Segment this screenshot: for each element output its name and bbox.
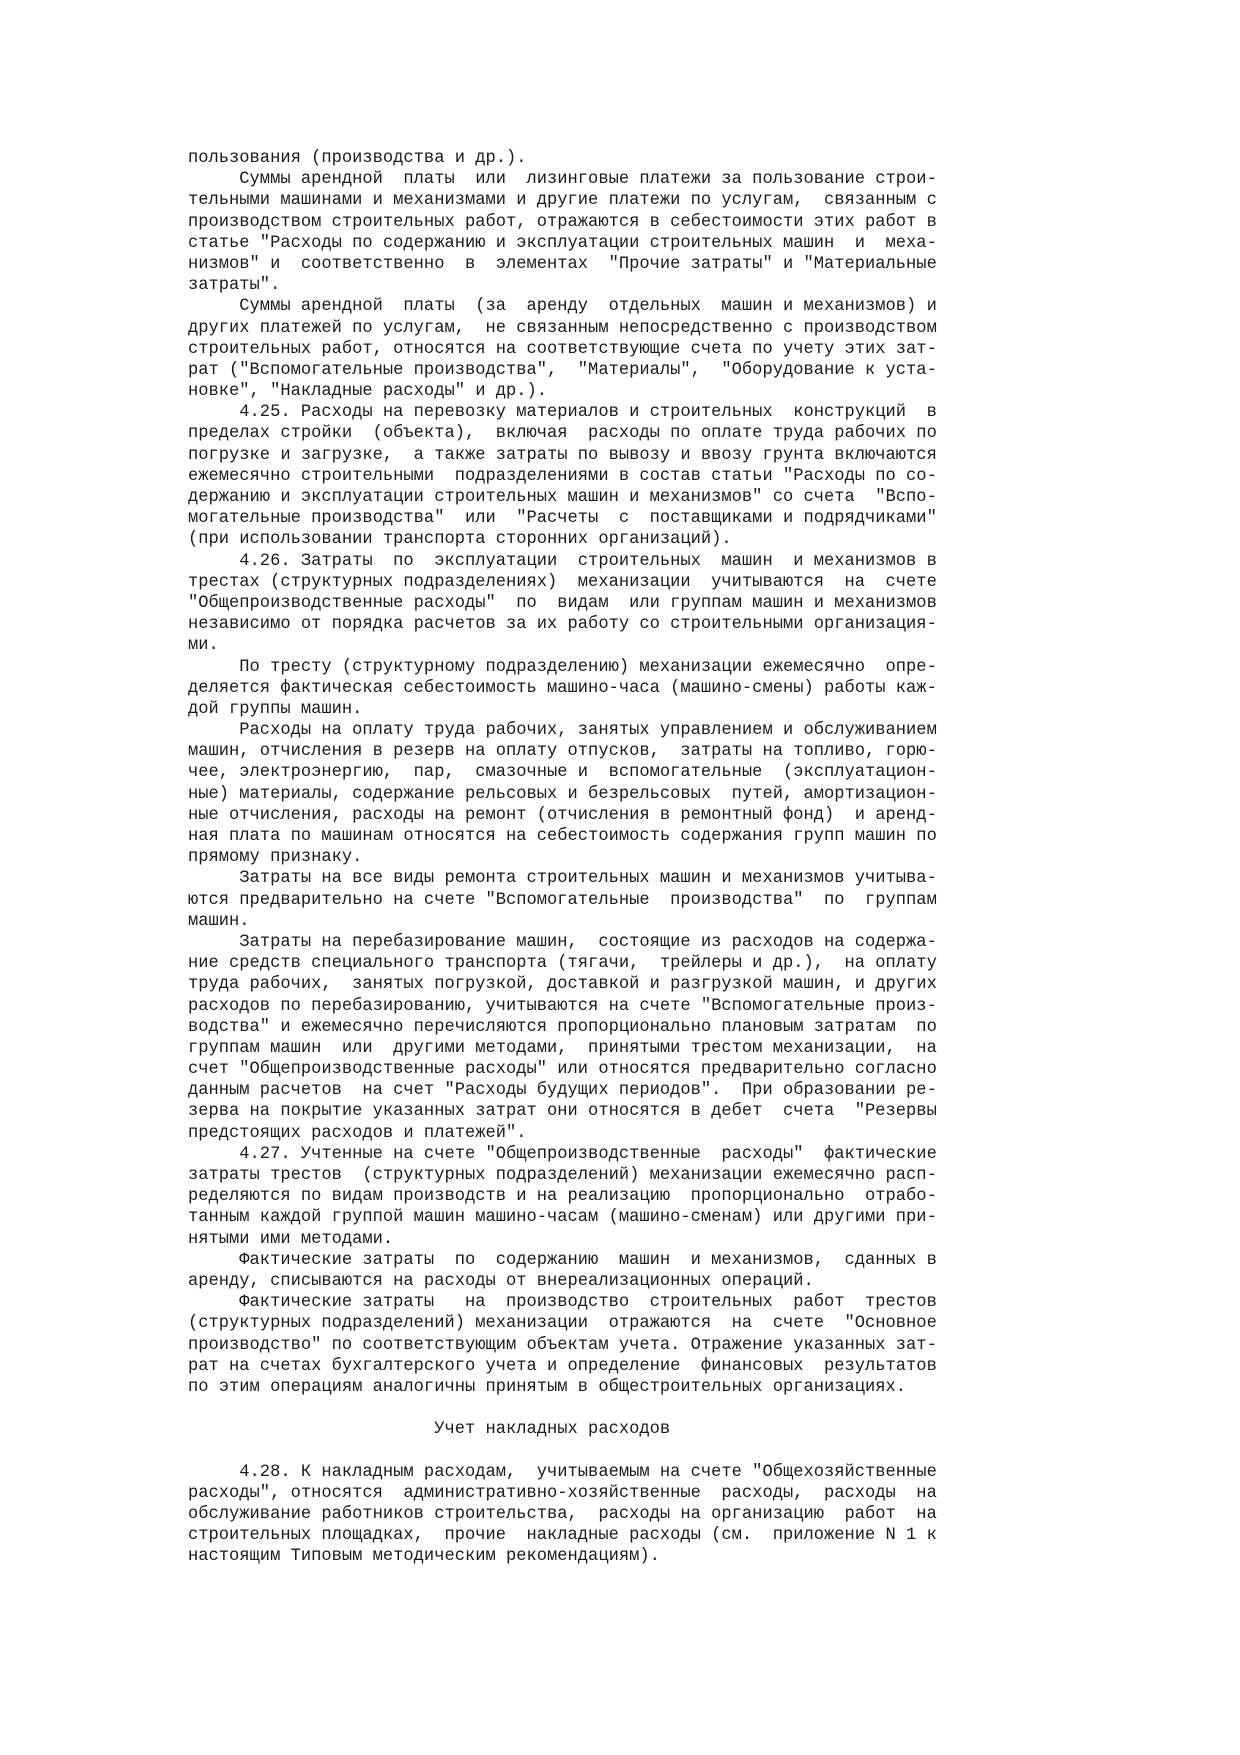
text-line: расходов по перебазированию, учитываются на счете "Вспомогательные произ-: [188, 996, 937, 1016]
text-line: 4.27. Учтенные на счете "Общепроизводственные расходы" фактические: [188, 1144, 937, 1164]
text-line: предстоящих расходов и платежей".: [188, 1123, 527, 1143]
text-line: независимо от порядка расчетов за их работу со строительными организация-: [188, 615, 937, 635]
text-line: прямому признаку.: [188, 848, 363, 868]
text-line: ми.: [188, 636, 219, 656]
text-line: производством строительных работ, отражаются в себестоимости этих работ в: [188, 212, 937, 232]
text-line: трестах (структурных подразделениях) механизации учитываются на счете: [188, 572, 937, 592]
text-line: держанию и эксплуатации строительных машин и механизмов" со счета "Вспо-: [188, 488, 937, 507]
text-line: машин.: [188, 911, 250, 931]
text-line: ежемесячно строительными подразделениями в состав статьи "Расходы по со-: [188, 466, 937, 486]
text-line: рат на счетах бухгалтерского учета и определение финансовых результатов: [188, 1356, 937, 1376]
text-line: дой группы машин.: [188, 699, 363, 719]
text-line: Расходы на оплату труда рабочих, занятых управлением и обслуживанием: [188, 721, 937, 741]
text-line: расходы", относятся административно-хозяйственные расходы, расходы на: [188, 1483, 937, 1503]
section-heading: Учет накладных расходов: [188, 1420, 671, 1440]
text-line: ные отчисления, расходы на ремонт (отчисления в ремонтный фонд) и аренд-: [188, 805, 937, 825]
text-line: группам машин или другими методами, принятыми трестом механизации, на: [188, 1038, 937, 1058]
text-line: аренду, списываются на расходы от внереализационных операций.: [188, 1271, 814, 1291]
text-line: ние средств специального транспорта (тягачи, трейлеры и др.), на оплату: [188, 954, 937, 974]
document-body-text: [188, 1462, 1048, 1568]
text-line: строительных работ, относятся на соответствующие счета по учету этих зат-: [188, 339, 937, 359]
text-line: машин, отчисления в резерв на оплату отпусков, затраты на топливо, горю-: [188, 742, 937, 762]
text-line: Фактические затраты по содержанию машин и механизмов, сданных в: [188, 1250, 937, 1270]
text-line: по этим операциям аналогичны принятым в общестроительных организациях.: [188, 1377, 907, 1397]
text-line: пределах стройки (объекта), включая расходы по оплате труда рабочих по: [188, 424, 937, 444]
text-line: настоящим Типовым методическим рекомендациям).: [188, 1547, 660, 1567]
text-line: ные) материалы, содержание рельсовых и безрельсовых путей, амортизацион-: [188, 784, 937, 804]
text-line: могательные производства" или "Расчеты с поставщиками и подрядчиками": [188, 509, 937, 529]
text-line: Затраты на перебазирование машин, состоящие из расходов на содержа-: [188, 932, 937, 952]
text-line: 4.26. Затраты по эксплуатации строительных машин и механизмов в: [188, 551, 937, 571]
text-line: ются предварительно на счете "Вспомогательные производства" по группам: [188, 890, 937, 910]
text-line: зерва на покрытие указанных затрат они относятся в дебет счета "Резервы: [188, 1102, 937, 1122]
text-line: Затраты на все виды ремонта строительных машин и механизмов учитыва-: [188, 869, 937, 889]
text-line: труда рабочих, занятых погрузкой, доставкой и разгрузкой машин, и других: [188, 975, 937, 995]
text-line: затраты".: [188, 276, 281, 296]
text-line: производство" по соответствующим объектам учета. Отражение указанных зат-: [188, 1335, 937, 1355]
document-body-text: [188, 148, 1048, 1398]
text-line: водства" и ежемесячно перечисляются пропорционально плановым затратам по: [188, 1017, 937, 1037]
text-line: деляется фактическая себестоимость машино-часа (машино-смены) работы каж-: [188, 678, 937, 698]
text-line: Фактические затраты на производство строительных работ трестов: [188, 1293, 937, 1313]
text-line: (структурных подразделений) механизации отражаются на счете "Основное: [188, 1314, 937, 1334]
text-line: тельными машинами и механизмами и другие платежи по услугам, связанным с: [188, 191, 937, 211]
text-line: танным каждой группой машин машино-часам (машино-сменам) или другими при-: [188, 1208, 937, 1228]
text-line: По тресту (структурному подразделению) механизации ежемесячно опре-: [188, 657, 937, 677]
text-line: "Общепроизводственные расходы" по видам или группам машин и механизмов: [188, 593, 937, 613]
text-line: Суммы арендной платы или лизинговые платежи за пользование строи-: [188, 170, 937, 190]
text-line: чее, электроэнергию, пар, смазочные и вспомогательные (эксплуатацион-: [188, 763, 937, 783]
text-line: ная плата по машинам относятся на себестоимость содержания групп машин по: [188, 827, 937, 846]
text-line: погрузке и загрузке, а также затраты по вывозу и ввозу грунта включаются: [188, 445, 937, 465]
text-line: затраты трестов (структурных подразделений) механизации ежемесячно расп-: [188, 1166, 937, 1185]
text-line: нятыми ими методами.: [188, 1229, 394, 1249]
text-line: рат ("Вспомогательные производства", "Материалы", "Оборудование к уста-: [188, 360, 937, 380]
text-line: строительных площадках, прочие накладные расходы (см. приложение N 1 к: [188, 1526, 937, 1546]
text-line: 4.28. К накладным расходам, учитываемым на счете "Общехозяйственные: [188, 1462, 937, 1482]
blank-line: [188, 1440, 1048, 1461]
text-line: низмов" и соответственно в элементах "Прочие затраты" и "Материальные: [188, 254, 937, 274]
text-line: новке", "Накладные расходы" и др.).: [188, 382, 548, 402]
blank-line: [188, 1398, 1048, 1419]
text-line: Суммы арендной платы (за аренду отдельных машин и механизмов) и: [188, 297, 937, 317]
text-line: данным расчетов на счет "Расходы будущих периодов". При образовании ре-: [188, 1081, 937, 1101]
text-line: статье "Расходы по содержанию и эксплуатации строительных машин и меха-: [188, 233, 937, 253]
text-line: (при использовании транспорта сторонних организаций).: [188, 530, 732, 550]
text-line: других платежей по услугам, не связанным непосредственно с производством: [188, 318, 937, 338]
text-line: ределяются по видам производств и на реализацию пропорционально отрабо-: [188, 1187, 937, 1207]
text-line: 4.25. Расходы на перевозку материалов и строительных конструкций в: [188, 403, 937, 423]
text-line: обслуживание работников строительства, расходы на организацию работ на: [188, 1505, 937, 1524]
text-line: пользования (производства и др.).: [188, 149, 527, 168]
document-page: [188, 148, 1048, 1568]
text-line: счет "Общепроизводственные расходы" или относятся предварительно согласно: [188, 1060, 937, 1080]
